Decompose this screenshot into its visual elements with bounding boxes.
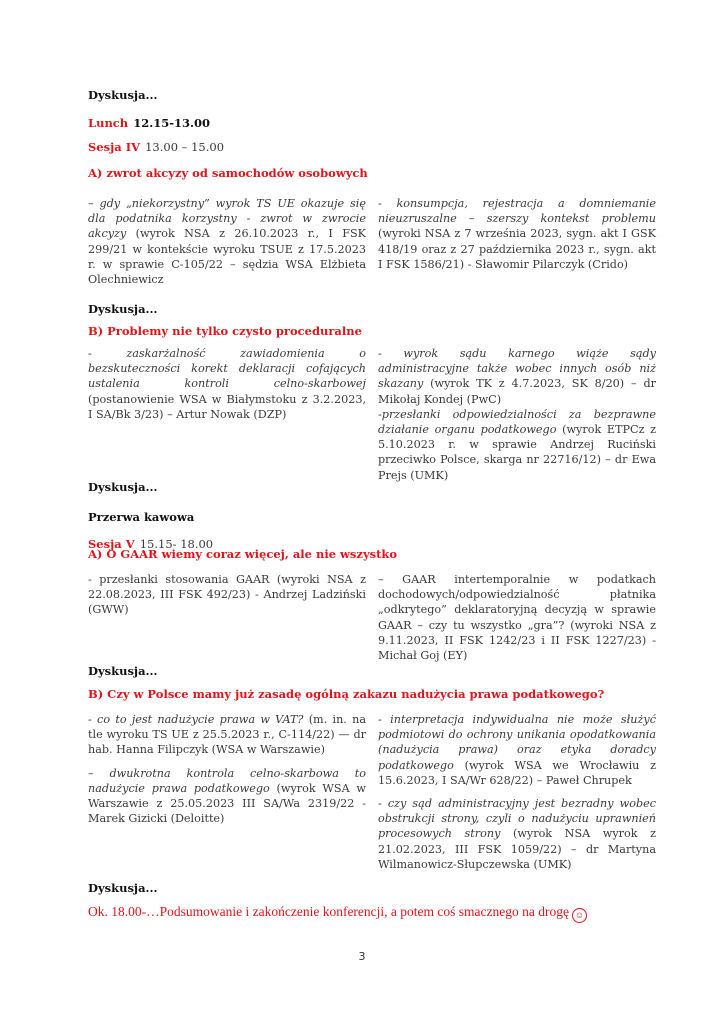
talk-item	[88, 346, 366, 422]
talk-item	[88, 766, 366, 827]
discussion-label: Dyskusja...	[88, 302, 158, 316]
discussion-label: Dyskusja...	[88, 881, 158, 895]
talk-item	[378, 407, 656, 483]
talk-details: (wyrok ETPCz z 5.10.2023 r. w sprawie Andrzej Ruciński przeciwko Polsce, skarga nr 22716/12) – dr Ewa Prejs (UMK)	[378, 423, 657, 482]
session-4-line	[88, 136, 224, 155]
talk-column-left	[88, 572, 366, 671]
talk-item	[378, 346, 656, 407]
talk-column-left	[88, 712, 366, 880]
session-4-time: 13.00 – 15.00	[145, 140, 225, 154]
talk-topic: - co to jest nadużycie prawa w VAT?	[88, 713, 304, 726]
talk-details: (postanowienie WSA w Białymstoku z 3.2.2023, I SA/Bk 3/23) – Artur Nowak (DZP)	[88, 392, 366, 421]
coffee-break-label: Przerwa kawowa	[88, 510, 195, 524]
closing-text: Ok. 18.00-…Podsumowanie i zakończenie konferencji, a potem coś smacznego na drogę	[88, 904, 569, 919]
page-number: 3	[358, 950, 366, 963]
talk-details: (wyroki NSA z 7 września 2023, sygn. akt I GSK 418/19 oraz z 27 października 2023 r., sygn. akt I FSK 1586/21) - Sławomir Pilarczyk (Crido)	[378, 227, 656, 271]
talk-column-left	[88, 346, 366, 491]
section-5b-talks	[88, 712, 656, 880]
talk-details: (wyrok NSA z 26.10.2023 r., I FSK 299/21 w kontekście wyroku TSUE z 17.5.2023 r. w sprawie C-105/22 – sędzia WSA Elżbieta Olechniewicz	[88, 227, 366, 287]
section-5a-heading: A) O GAAR wiemy coraz więcej, ale nie wszystko	[88, 547, 398, 561]
section-4a-talks	[88, 196, 656, 295]
talk-topic: - zaskarżalność zawiadomienia o bezskuteczności korekt deklaracji cofających ustalenia kontroli celno-skarbowej	[88, 347, 366, 391]
session-5-label: Sesja V	[88, 537, 135, 551]
discussion-label: Dyskusja...	[88, 664, 158, 678]
talk-item	[88, 196, 366, 287]
talk-topic: - wyrok sądu karnego wiąże sądy administracyjne także wobec innych osób niż skazany	[378, 347, 656, 391]
section-5b-heading: B) Czy w Polsce mamy już zasadę ogólną zakazu nadużycia prawa podatkowego?	[88, 687, 605, 701]
section-4b-talks	[88, 346, 656, 491]
talk-details: (wyrok WSA we Wrocławiu z 15.6.2023, I SA/Wr 628/22) – Paweł Chrupek	[378, 758, 656, 787]
lunch-line	[88, 112, 210, 131]
lunch-label: Lunch	[88, 116, 129, 130]
lunch-time: 12.15-13.00	[133, 116, 211, 130]
talk-column-right	[378, 196, 656, 295]
discussion-label: Dyskusja...	[88, 88, 158, 102]
talk-column-right	[378, 346, 656, 491]
smiley-icon: ☺	[572, 908, 587, 923]
talk-details: (wyrok NSA wyrok z 21.02.2023, III FSK 1059/22) – dr Martyna Wilmanowicz-Słupczewska (UMK)	[378, 827, 656, 871]
talk-item: - przesłanki stosowania GAAR (wyroki NSA z 22.08.2023, III FSK 492/23) - Andrzej Ladziński (GWW)	[88, 573, 366, 617]
talk-column-left	[88, 196, 366, 295]
section-5a-talks	[88, 572, 656, 671]
discussion-label: Dyskusja...	[88, 480, 158, 494]
talk-item	[88, 712, 366, 758]
talk-item	[378, 196, 656, 272]
session-5-time: 15.15- 18.00	[139, 537, 214, 551]
talk-column-right	[378, 712, 656, 880]
talk-topic: - czy sąd administracyjny jest bezradny wobec obstrukcji strony, czyli o nadużyciu uprawnień procesowych strony	[378, 797, 656, 841]
talk-topic: - konsumpcja, rejestracja a domniemanie nieuzruszalne – szerszy kontekst problemu	[378, 197, 656, 226]
talk-topic: – dwukrotna kontrola celno-skarbowa to nadużycie prawa podatkowego	[88, 766, 366, 795]
talk-details: (wyrok WSA w Warszawie z 25.05.2023 III SA/Wa 2319/22 - Marek Gizicki (Deloitte)	[88, 781, 366, 826]
section-4b-heading: B) Problemy nie tylko czysto proceduralne	[88, 324, 362, 338]
talk-item	[378, 712, 656, 788]
talk-topic: -przesłanki odpowiedzialności za bezprawne działanie organu podatkowego	[378, 407, 656, 437]
talk-topic: - interpretacja indywidualna nie może służyć podmiotowi do ochrony unikania opodatkowania (nadużycia prawa) oraz etyka doradcy podatkowego	[378, 713, 656, 772]
section-4a-heading: A) zwrot akcyzy od samochodów osobowych	[88, 166, 368, 180]
talk-item: – GAAR intertemporalnie w podatkach dochodowych/odpowiedzialność płatnika „odkrytego” deklaratoryjną decyzją w sprawie GAAR – czy tu wszystko „gra”? (wyroki NSA z 9.11.2023, II FSK 1242/23 i II FSK 1227/23) - Michał Goj (EY)	[378, 573, 656, 663]
talk-details: (wyrok TK z 4.7.2023, SK 8/20) – dr Mikołaj Kondej (PwC)	[378, 377, 656, 406]
closing-line	[88, 904, 688, 923]
talk-topic: – gdy „niekorzystny” wyrok TS UE okazuje się dla podatnika korzystny - zwrot w zwrocie akcyzy	[88, 197, 366, 241]
talk-item	[378, 796, 656, 872]
talk-details: (m. in. na tle wyroku TS UE z 25.5.2023 r., C-114/22) — dr hab. Hanna Filipczyk (WSA w Warszawie)	[88, 713, 366, 757]
talk-column-right	[378, 572, 656, 671]
session-4-label: Sesja IV	[88, 140, 141, 154]
